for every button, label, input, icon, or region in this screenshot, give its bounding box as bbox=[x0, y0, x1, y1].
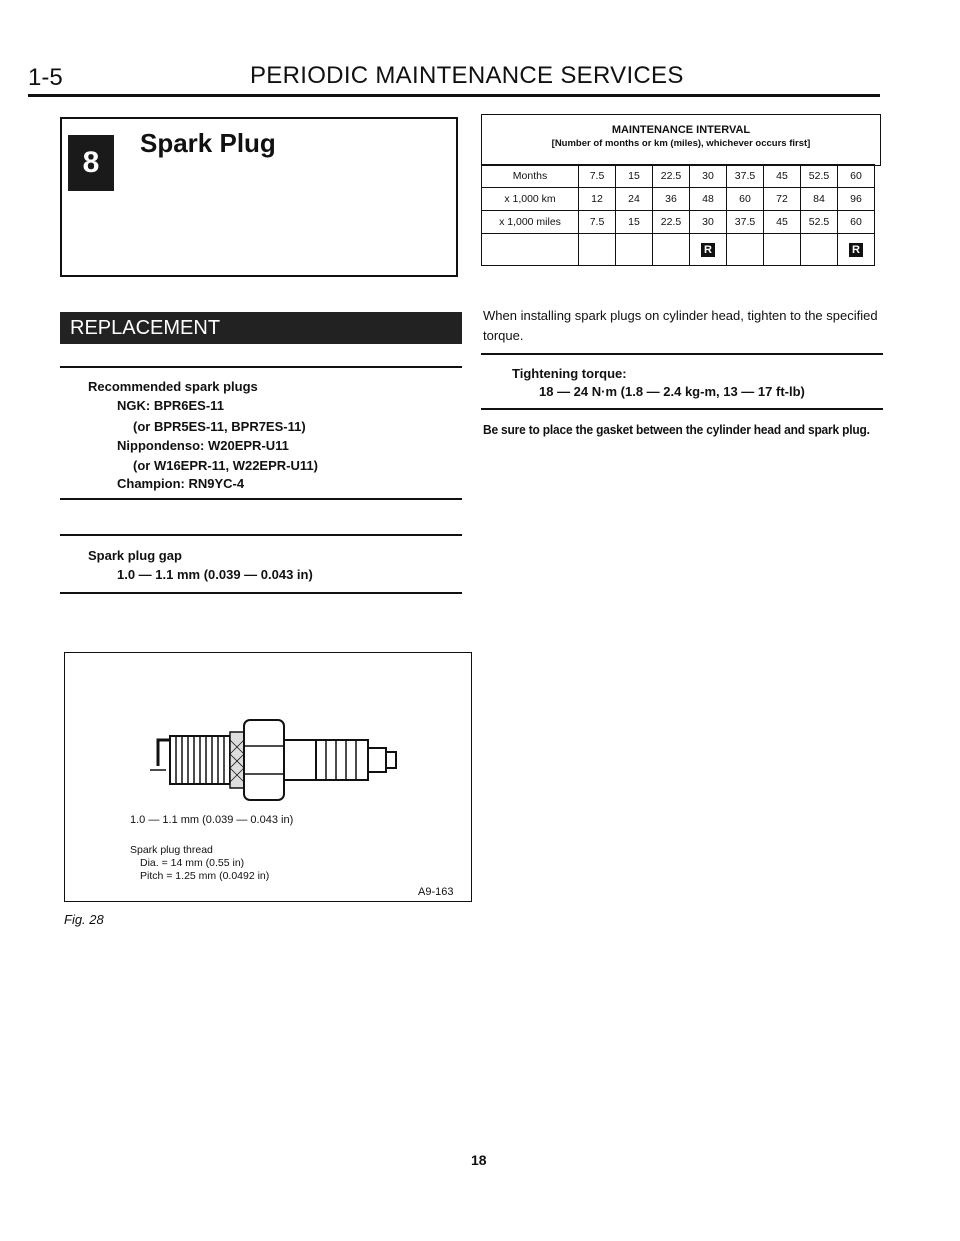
table-cell: 45 bbox=[764, 165, 801, 188]
gap-label: Spark plug gap bbox=[88, 548, 182, 563]
torque-value: 18 — 24 N·m (1.8 — 2.4 kg-m, 13 — 17 ft-lb) bbox=[539, 384, 805, 399]
table-cell bbox=[482, 234, 579, 266]
table-cell: 72 bbox=[764, 188, 801, 211]
page-number: 18 bbox=[471, 1152, 487, 1168]
divider bbox=[60, 534, 462, 536]
thread-title: Spark plug thread bbox=[130, 844, 213, 856]
table-cell: 7.5 bbox=[579, 165, 616, 188]
caution-note: Be sure to place the gasket between the cylinder head and spark plug. bbox=[483, 422, 870, 437]
torque-label: Tightening torque: bbox=[512, 366, 627, 381]
table-cell: 12 bbox=[579, 188, 616, 211]
table-cell: 52.5 bbox=[801, 165, 838, 188]
table-cell bbox=[727, 234, 764, 266]
table-row bbox=[482, 211, 875, 234]
gap-value: 1.0 — 1.1 mm (0.039 — 0.043 in) bbox=[117, 567, 313, 582]
table-cell: 30 bbox=[690, 211, 727, 234]
divider bbox=[60, 366, 462, 368]
table-cell bbox=[801, 234, 838, 266]
table-cell: 15 bbox=[616, 165, 653, 188]
table-row bbox=[482, 165, 875, 188]
header-rule bbox=[28, 94, 880, 97]
nippondenso-plug: Nippondenso: W20EPR-U11 bbox=[117, 438, 289, 453]
section-title: Spark Plug bbox=[140, 128, 276, 158]
table-cell: 60 bbox=[727, 188, 764, 211]
champion-plug: Champion: RN9YC-4 bbox=[117, 476, 245, 491]
table-cell: 84 bbox=[801, 188, 838, 211]
recommended-heading: Recommended spark plugs bbox=[88, 379, 258, 394]
table-row bbox=[482, 234, 875, 266]
table-cell bbox=[690, 234, 727, 266]
row-label: x 1,000 miles bbox=[482, 211, 579, 234]
table-cell: 22.5 bbox=[653, 211, 690, 234]
table-cell bbox=[838, 234, 875, 266]
table-cell: 45 bbox=[764, 211, 801, 234]
figure-code: A9-163 bbox=[418, 886, 454, 898]
table-cell: 24 bbox=[616, 188, 653, 211]
table-cell: 37.5 bbox=[727, 165, 764, 188]
table-cell: 15 bbox=[616, 211, 653, 234]
page-title: PERIODIC MAINTENANCE SERVICES bbox=[250, 62, 684, 89]
table-cell bbox=[616, 234, 653, 266]
section-number: 1-5 bbox=[28, 64, 63, 91]
table-cell: 7.5 bbox=[579, 211, 616, 234]
figure-caption: Fig. 28 bbox=[64, 912, 104, 927]
replace-icon: R bbox=[849, 243, 863, 257]
ngk-plug: NGK: BPR6ES-11 bbox=[117, 398, 224, 413]
divider bbox=[481, 353, 883, 355]
thread-dia: Dia. = 14 mm (0.55 in) bbox=[140, 857, 245, 869]
table-cell: 48 bbox=[690, 188, 727, 211]
table-cell bbox=[764, 234, 801, 266]
table-cell bbox=[653, 234, 690, 266]
row-label: x 1,000 km bbox=[482, 188, 579, 211]
table-cell: 22.5 bbox=[653, 165, 690, 188]
figure-gap-label: 1.0 — 1.1 mm (0.039 — 0.043 in) bbox=[130, 814, 294, 826]
table-cell: 37.5 bbox=[727, 211, 764, 234]
maintenance-header bbox=[481, 114, 881, 166]
maintenance-table bbox=[481, 164, 875, 266]
table-cell: 36 bbox=[653, 188, 690, 211]
section-number-badge: 8 bbox=[68, 135, 114, 191]
maintenance-subtitle: [Number of months or km (miles), whichever occurs first] bbox=[551, 138, 811, 149]
install-note: When installing spark plugs on cylinder head, tighten to the specified torque. bbox=[483, 308, 878, 343]
thread-pitch: Pitch = 1.25 mm (0.0492 in) bbox=[140, 870, 270, 882]
maintenance-title: MAINTENANCE INTERVAL bbox=[611, 124, 751, 136]
table-cell: 60 bbox=[838, 211, 875, 234]
row-label: Months bbox=[482, 165, 579, 188]
table-cell: 60 bbox=[838, 165, 875, 188]
divider bbox=[481, 408, 883, 410]
divider bbox=[60, 592, 462, 594]
table-cell: 96 bbox=[838, 188, 875, 211]
replace-icon: R bbox=[701, 243, 715, 257]
table-cell: 52.5 bbox=[801, 211, 838, 234]
ngk-alt: (or BPR5ES-11, BPR7ES-11) bbox=[133, 419, 306, 434]
divider bbox=[60, 498, 462, 500]
table-cell bbox=[579, 234, 616, 266]
table-row bbox=[482, 188, 875, 211]
nippondenso-alt: (or W16EPR-11, W22EPR-U11) bbox=[133, 458, 318, 473]
table-cell: 30 bbox=[690, 165, 727, 188]
spark-plug-illustration bbox=[140, 710, 410, 810]
replacement-heading: REPLACEMENT bbox=[60, 312, 462, 344]
